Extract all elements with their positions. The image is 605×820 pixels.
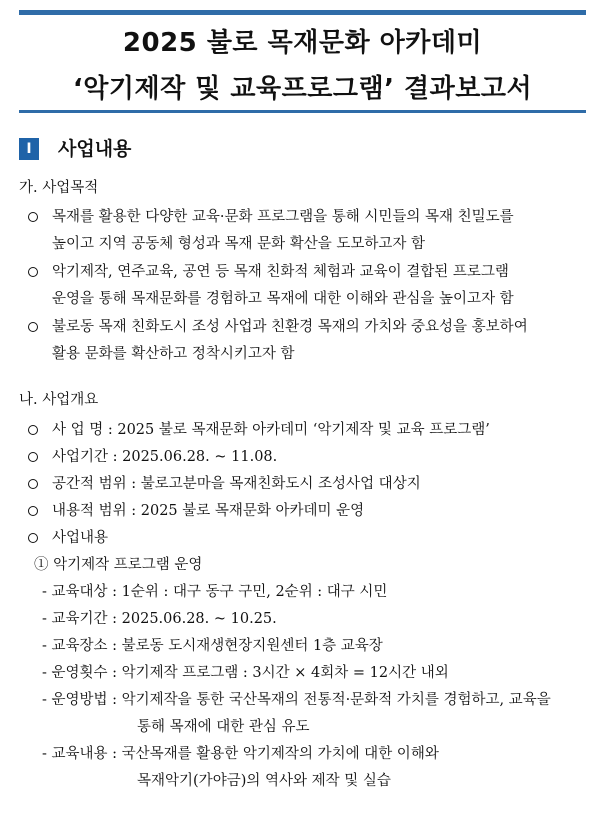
bullet-circle-icon (28, 533, 38, 543)
purpose-item-3-line2: 활용 문화를 확산하고 정착시키고자 함 (52, 346, 295, 362)
purpose-item-2-line1: 악기제작, 연주교육, 공연 등 목재 친화적 체험과 교육이 결합된 프로그램 (52, 264, 509, 280)
program-sub-heading: ① 악기제작 프로그램 운영 (34, 557, 203, 573)
bullet-circle-icon (28, 322, 38, 332)
detail-period: - 교육기간 : 2025.06.28. ~ 10.25. (42, 611, 277, 627)
detail-content-line2: 목재악기(가야금)의 역사와 제작 및 실습 (137, 773, 391, 789)
detail-venue: - 교육장소 : 불로동 도시재생현장지원센터 1층 교육장 (42, 638, 383, 654)
detail-method-line1: - 운영방법 : 악기제작을 통한 국산목재의 전통적·문화적 가치를 경험하고, 교육을 (42, 692, 551, 708)
header-top-bar (19, 10, 586, 15)
header-rule (19, 110, 586, 113)
overview-item-name: 사 업 명 : 2025 불로 목재문화 아카데미 ‘악기제작 및 교육 프로그램’ (52, 422, 490, 438)
section-title: 사업내용 (58, 138, 132, 160)
detail-target: - 교육대상 : 1순위 : 대구 동구 구민, 2순위 : 대구 시민 (42, 584, 388, 600)
bullet-circle-icon (28, 267, 38, 277)
bullet-circle-icon (28, 212, 38, 222)
section-number-badge: Ⅰ (19, 138, 39, 160)
overview-heading: 나. 사업개요 (19, 392, 99, 408)
overview-item-business-content: 사업내용 (52, 530, 109, 546)
purpose-item-3-line1: 불로동 목재 친화도시 조성 사업과 친환경 목재의 가치와 중요성을 홍보하여 (52, 319, 528, 335)
overview-item-content-scope: 내용적 범위 : 2025 불로 목재문화 아카데미 운영 (52, 503, 365, 519)
detail-method-line2: 통해 목재에 대한 관심 유도 (137, 719, 310, 735)
purpose-item-1-line1: 목재를 활용한 다양한 교육·문화 프로그램을 통해 시민들의 목재 친밀도를 (52, 209, 514, 225)
bullet-circle-icon (28, 452, 38, 462)
detail-content-line1: - 교육내용 : 국산목재를 활용한 악기제작의 가치에 대한 이해와 (42, 746, 439, 762)
purpose-heading: 가. 사업목적 (19, 180, 99, 196)
bullet-circle-icon (28, 506, 38, 516)
purpose-item-2-line2: 운영을 통해 목재문화를 경험하고 목재에 대한 이해와 관심을 높이고자 함 (52, 291, 514, 307)
document-title-line2: ‘악기제작 및 교육프로그램’ 결과보고서 (72, 74, 533, 104)
detail-sessions: - 운영횟수 : 악기제작 프로그램 : 3시간 × 4회차 = 12시간 내외 (42, 665, 449, 681)
overview-item-spatial-scope: 공간적 범위 : 불로고분마을 목재친화도시 조성사업 대상지 (52, 476, 421, 492)
overview-item-period: 사업기간 : 2025.06.28. ~ 11.08. (52, 449, 278, 465)
bullet-circle-icon (28, 479, 38, 489)
purpose-item-1-line2: 높이고 지역 공동체 형성과 목재 문화 확산을 도모하고자 함 (52, 236, 426, 252)
bullet-circle-icon (28, 425, 38, 435)
document-title-line1: 2025 불로 목재문화 아카데미 (122, 28, 483, 58)
